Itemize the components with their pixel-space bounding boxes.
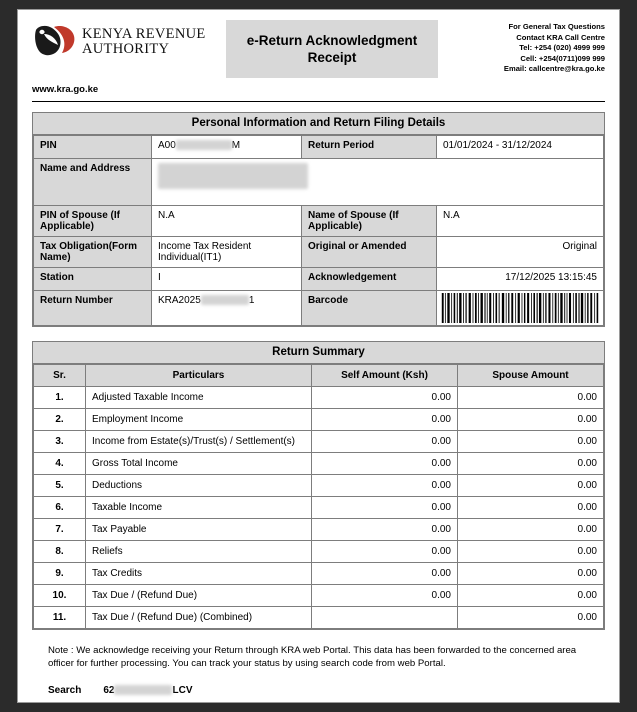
- row-spouse-amount: 0.00: [458, 387, 604, 409]
- station-label: Station: [34, 268, 152, 291]
- original-or-amended-label: Original or Amended: [302, 237, 437, 268]
- acknowledgement-note: Note : We acknowledge receiving your Return through KRA web Portal. This data has been forwarded to the concerned area officer for further processing. You can track your status by using search code from web Portal.: [48, 645, 577, 669]
- barcode-value: [437, 291, 604, 326]
- return-period-value: 01/01/2024 - 31/12/2024: [437, 136, 604, 159]
- table-row: [34, 291, 604, 326]
- row-particular: Tax Due / (Refund Due): [86, 585, 312, 607]
- return-number-suffix: 1: [248, 295, 255, 306]
- table-row: [34, 387, 604, 409]
- return-number-label: Return Number: [34, 291, 152, 326]
- name-of-spouse-label: Name of Spouse (If Applicable): [302, 206, 437, 237]
- document-header: [32, 20, 605, 82]
- table-row: [34, 237, 604, 268]
- pin-of-spouse-value: N.A: [152, 206, 302, 237]
- pin-of-spouse-label: PIN of Spouse (If Applicable): [34, 206, 152, 237]
- document-page: [17, 9, 620, 703]
- name-address-label: Name and Address: [34, 159, 152, 206]
- row-sr: 3.: [34, 431, 86, 453]
- table-row: [34, 431, 604, 453]
- return-summary-table: [33, 364, 604, 629]
- header-divider: [32, 101, 605, 102]
- personal-information-panel: [32, 112, 605, 327]
- personal-information-title: Personal Information and Return Filing Details: [33, 113, 604, 135]
- row-spouse-amount: 0.00: [458, 475, 604, 497]
- kra-branding: [32, 20, 218, 64]
- row-spouse-amount: 0.00: [458, 409, 604, 431]
- contact-line-2: Contact KRA Call Centre: [516, 32, 605, 42]
- return-period-label: Return Period: [302, 136, 437, 159]
- row-self-amount: 0.00: [312, 563, 458, 585]
- table-header-row: [34, 365, 604, 387]
- document-body: [32, 20, 605, 670]
- row-spouse-amount: 0.00: [458, 585, 604, 607]
- pin-redaction: [176, 140, 232, 150]
- column-header-spouse-amount: Spouse Amount: [458, 365, 604, 387]
- return-number-redaction: [201, 295, 249, 305]
- row-self-amount: 0.00: [312, 541, 458, 563]
- row-spouse-amount: 0.00: [458, 541, 604, 563]
- pin-suffix-text: M: [231, 140, 241, 151]
- row-particular: Tax Payable: [86, 519, 312, 541]
- station-value: I: [152, 268, 302, 291]
- footer-search: [48, 685, 192, 696]
- name-address-redaction: [158, 163, 308, 189]
- table-row: [34, 409, 604, 431]
- tax-obligation-label: Tax Obligation(Form Name): [34, 237, 152, 268]
- kra-logo-icon: [32, 20, 78, 64]
- document-title: e-Return Acknowledgment Receipt: [226, 20, 438, 78]
- row-spouse-amount: 0.00: [458, 431, 604, 453]
- row-self-amount: [312, 607, 458, 629]
- row-self-amount: 0.00: [312, 475, 458, 497]
- row-self-amount: 0.00: [312, 519, 458, 541]
- column-header-sr: Sr.: [34, 365, 86, 387]
- return-number-value: [152, 291, 302, 326]
- return-number-text: KRA2025: [158, 295, 201, 306]
- row-particular: Reliefs: [86, 541, 312, 563]
- table-row: [34, 206, 604, 237]
- table-row: [34, 607, 604, 629]
- row-self-amount: 0.00: [312, 585, 458, 607]
- table-row: [34, 136, 604, 159]
- table-row: [34, 497, 604, 519]
- table-row: [34, 519, 604, 541]
- row-particular: Income from Estate(s)/Trust(s) / Settlement(s): [86, 431, 312, 453]
- row-self-amount: 0.00: [312, 431, 458, 453]
- table-row: [34, 159, 604, 206]
- name-of-spouse-value: N.A: [437, 206, 604, 237]
- row-particular: Tax Credits: [86, 563, 312, 585]
- barcode-icon: [441, 293, 599, 323]
- search-value-suffix: LCV: [172, 685, 193, 696]
- row-self-amount: 0.00: [312, 453, 458, 475]
- table-row: [34, 453, 604, 475]
- return-summary-rows: [34, 387, 604, 629]
- search-value: [103, 685, 192, 696]
- contact-block: [438, 20, 605, 75]
- row-self-amount: 0.00: [312, 497, 458, 519]
- row-particular: Tax Due / (Refund Due) (Combined): [86, 607, 312, 629]
- row-spouse-amount: 0.00: [458, 453, 604, 475]
- kra-website: www.kra.go.ke: [32, 84, 99, 95]
- row-particular: Adjusted Taxable Income: [86, 387, 312, 409]
- tax-obligation-value: Income Tax Resident Individual(IT1): [152, 237, 302, 268]
- table-row: [34, 475, 604, 497]
- search-label: Search: [48, 685, 82, 696]
- row-particular: Employment Income: [86, 409, 312, 431]
- table-row: [34, 541, 604, 563]
- row-sr: 1.: [34, 387, 86, 409]
- column-header-particulars: Particulars: [86, 365, 312, 387]
- kra-name-line2: AUTHORITY: [82, 41, 170, 57]
- return-summary-title: Return Summary: [33, 342, 604, 364]
- acknowledgement-value: 17/12/2025 13:15:45: [437, 268, 604, 291]
- row-sr: 6.: [34, 497, 86, 519]
- table-row: [34, 563, 604, 585]
- table-row: [34, 268, 604, 291]
- return-summary-panel: [32, 341, 605, 630]
- personal-information-table: [33, 135, 604, 326]
- row-particular: Deductions: [86, 475, 312, 497]
- row-sr: 4.: [34, 453, 86, 475]
- contact-line-1: For General Tax Questions: [508, 22, 605, 31]
- row-spouse-amount: 0.00: [458, 563, 604, 585]
- contact-line-4: Cell: +254(0711)099 999: [520, 53, 605, 63]
- barcode-label: Barcode: [302, 291, 437, 326]
- search-value-redaction: [114, 685, 172, 695]
- row-self-amount: 0.00: [312, 409, 458, 431]
- pin-value-text: A00: [158, 140, 176, 151]
- contact-line-3: Tel: +254 (020) 4999 999: [519, 43, 605, 52]
- row-sr: 9.: [34, 563, 86, 585]
- contact-line-5: Email: callcentre@kra.go.ke: [503, 64, 605, 73]
- row-spouse-amount: 0.00: [458, 519, 604, 541]
- row-sr: 10.: [34, 585, 86, 607]
- pin-label: PIN: [34, 136, 152, 159]
- row-self-amount: 0.00: [312, 387, 458, 409]
- row-sr: 2.: [34, 409, 86, 431]
- kra-wordmark: [82, 27, 206, 57]
- row-particular: Taxable Income: [86, 497, 312, 519]
- row-spouse-amount: 0.00: [458, 497, 604, 519]
- acknowledgement-label: Acknowledgement: [302, 268, 437, 291]
- kra-name-line1: KENYA REVENUE: [82, 26, 206, 42]
- table-row: [34, 585, 604, 607]
- name-address-value: [152, 159, 604, 206]
- column-header-self-amount: Self Amount (Ksh): [312, 365, 458, 387]
- original-or-amended-value: Original: [437, 237, 604, 268]
- row-sr: 7.: [34, 519, 86, 541]
- row-sr: 8.: [34, 541, 86, 563]
- row-sr: 11.: [34, 607, 86, 629]
- row-spouse-amount: 0.00: [458, 607, 604, 629]
- pin-value: [152, 136, 302, 159]
- row-particular: Gross Total Income: [86, 453, 312, 475]
- row-sr: 5.: [34, 475, 86, 497]
- search-value-prefix: 62: [103, 685, 115, 696]
